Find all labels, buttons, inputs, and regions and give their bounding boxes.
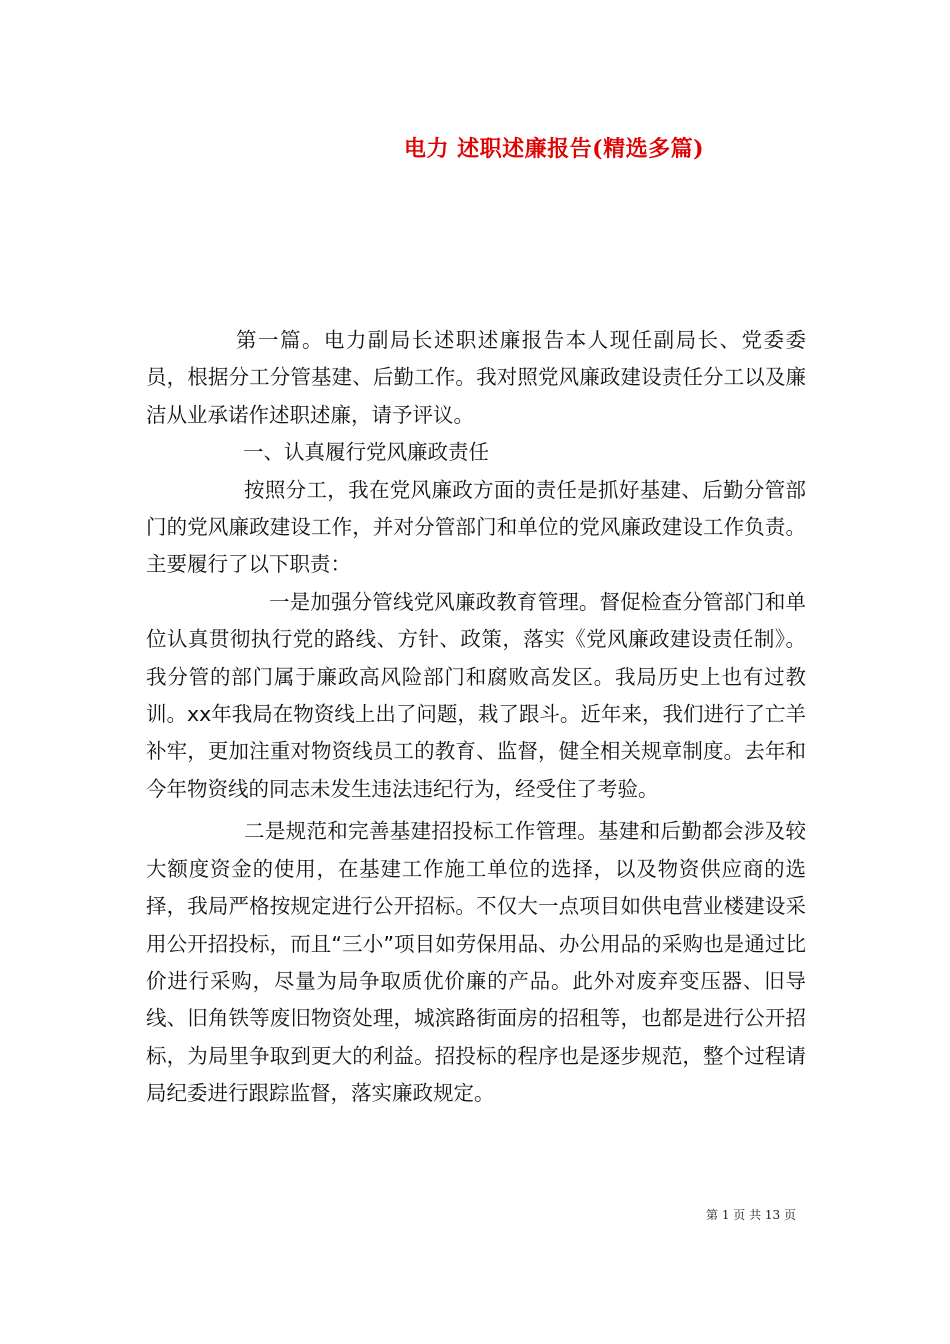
- document-title: 电力 述职述廉报告(精选多篇): [404, 136, 704, 162]
- paragraph-item-2: 二是规范和完善基建招投标工作管理。基建和后勤都会涉及较大额度资金的使用，在基建工作施工单位的选择，以及物资供应商的选择，我局严格按规定进行公开招标。不仅大一点项目如供电营业楼建设采用公开招投标，而且“三小”项目如劳保用品、办公用品的采购也是通过比价进行采购，尽量为局争取质优价廉的产品。此外对废弃变压器、旧导线、旧角铁等废旧物资处理，城滨路街面房的招租等，也都是进行公开招标，为局里争取到更大的利益。招投标的程序也是逐步规范，整个过程请局纪委进行跟踪监督，落实廉政规定。: [146, 819, 806, 1106]
- paragraph-duties: 按照分工，我在党风廉政方面的责任是抓好基建、后勤分管部门的党风廉政建设工作，并对分管部门和单位的党风廉政建设工作负责。主要履行了以下职责：: [146, 477, 806, 577]
- paragraph-item-1: 一是加强分管线党风廉政教育管理。督促检查分管部门和单位认真贯彻执行党的路线、方针、政策，落实《党风廉政建设责任制》。我分管的部门属于廉政高风险部门和腐败高发区。我局历史上也有过教训。xx年我局在物资线上出了问题，栽了跟斗。近年来，我们进行了亡羊补牢，更加注重对物资线员工的教育、监督，健全相关规章制度。去年和今年物资线的同志未发生违法违纪行为，经受住了考验。: [146, 589, 806, 801]
- page-number: 第 1 页 共 13 页: [706, 1208, 796, 1222]
- paragraph-intro: 第一篇。电力副局长述职述廉报告本人现任副局长、党委委员，根据分工分管基建、后勤工作。我对照党风廉政建设责任分工以及廉洁从业承诺作述职述廉，请予评议。: [146, 328, 806, 427]
- document-body: [146, 322, 806, 1113]
- section-heading-1: 一、认真履行党风廉政责任: [243, 440, 489, 465]
